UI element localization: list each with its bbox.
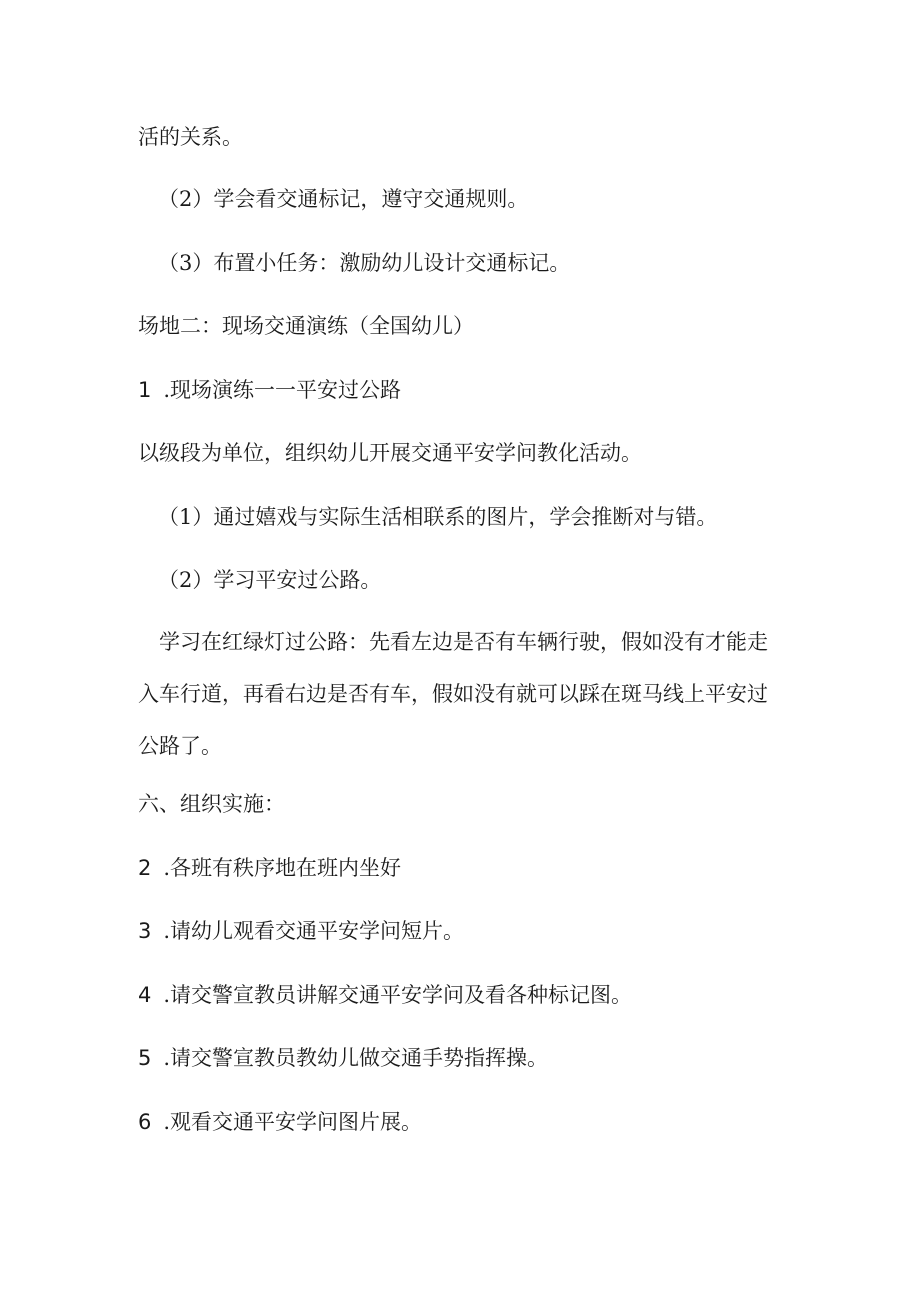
line-text: 六、组织实施： xyxy=(138,792,285,816)
item-number: 3 xyxy=(138,919,152,943)
numbered-item xyxy=(138,853,401,883)
line-text: .请幼儿观看交通平安学问短片。 xyxy=(163,919,465,943)
numbered-item xyxy=(138,1043,548,1073)
line-text: .各班有秩序地在班内坐好 xyxy=(163,856,402,880)
paragraph-text: 学习在红绿灯过公路：先看左边是否有车辆行驶，假如没有才能走入车行道，再看右边是否有车，假如没有就可以踩在斑马线上平安过公路了。 xyxy=(138,630,768,758)
text-line xyxy=(158,184,528,214)
section-heading xyxy=(138,789,285,819)
numbered-item xyxy=(138,375,401,405)
item-number: 1 xyxy=(138,378,152,402)
item-number: 2 xyxy=(138,856,152,880)
numbered-item xyxy=(138,980,632,1010)
text-line xyxy=(158,502,717,532)
item-number: 5 xyxy=(138,1046,152,1070)
line-text: .请交警宣教员讲解交通平安学问及看各种标记图。 xyxy=(163,983,633,1007)
line-text: （1）通过嬉戏与实际生活相联系的图片，学会推断对与错。 xyxy=(158,505,718,529)
line-text: （2）学会看交通标记，遵守交通规则。 xyxy=(158,187,529,211)
text-line xyxy=(158,248,570,278)
line-text: 场地二：现场交通演练（全国幼儿） xyxy=(138,314,474,338)
text-line xyxy=(138,122,243,152)
paragraph xyxy=(138,616,778,772)
numbered-item xyxy=(138,916,464,946)
numbered-item xyxy=(138,1107,422,1137)
line-text: .请交警宣教员教幼儿做交通手势指挥操。 xyxy=(163,1046,549,1070)
line-text: .观看交通平安学问图片展。 xyxy=(163,1110,423,1134)
section-heading xyxy=(138,311,474,341)
line-text: .现场演练一一平安过公路 xyxy=(163,378,402,402)
line-text: （3）布置小任务：激励幼儿设计交通标记。 xyxy=(158,251,571,275)
item-number: 4 xyxy=(138,983,152,1007)
item-number: 6 xyxy=(138,1110,152,1134)
text-line xyxy=(138,438,642,468)
line-text: （2）学习平安过公路。 xyxy=(158,568,382,592)
line-text: 活的关系。 xyxy=(138,125,243,149)
text-line xyxy=(158,565,381,595)
line-text: 以级段为单位，组织幼儿开展交通平安学问教化活动。 xyxy=(138,441,642,465)
